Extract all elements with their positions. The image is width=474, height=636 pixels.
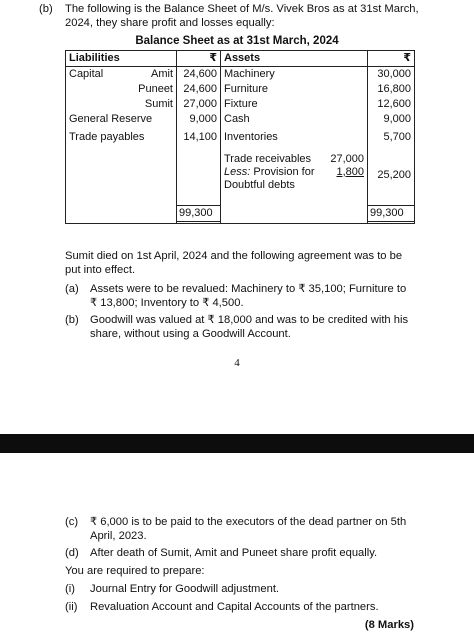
asset-amount: 30,000 [368, 66, 415, 81]
provision-amount: 1,800 [336, 165, 364, 178]
total-assets: 99,300 [368, 205, 414, 222]
capital-amount: 27,000 [177, 97, 221, 112]
page-number: 4 [234, 357, 240, 369]
condition-text: After death of Sumit, Amit and Puneet share profit equally. [90, 547, 378, 559]
capital-partner-name: Sumit [66, 97, 177, 112]
trade-payables-amount: 14,100 [177, 127, 221, 145]
task-label: (i) [65, 583, 75, 595]
table-row [66, 112, 415, 127]
rupee-header-assets: ₹ [368, 51, 415, 67]
trade-receivables-net: 25,200 [368, 145, 415, 193]
question-label: (b) [39, 3, 53, 15]
table-row [66, 66, 415, 81]
condition-label: (b) [65, 314, 79, 326]
asset-name: Cash [221, 112, 368, 127]
required-statement: You are required to prepare: [65, 565, 205, 577]
capital-partner-name: Amit [151, 67, 173, 80]
capital-amount: 24,600 [177, 82, 221, 97]
total-liabilities: 99,300 [177, 205, 220, 222]
page-two [0, 453, 474, 636]
table-header-row [66, 51, 415, 67]
trade-receivables-gross: 27,000 [330, 152, 364, 165]
totals-row [66, 193, 415, 223]
death-statement: Sumit died on 1st April, 2024 and the following agreement was to be put into effect. [65, 250, 403, 276]
table-row [66, 82, 415, 97]
assets-header: Assets [221, 51, 368, 67]
task-text: Revaluation Account and Capital Accounts of the partners. [90, 601, 379, 613]
asset-amount: 9,000 [368, 112, 415, 127]
trade-payables-label: Trade payables [66, 127, 177, 145]
condition-label: (a) [65, 283, 79, 295]
trade-receivables-label: Trade receivables [224, 152, 312, 165]
marks-label: (8 Marks) [364, 619, 414, 631]
balance-sheet-table [65, 50, 415, 224]
asset-amount: 5,700 [368, 127, 415, 145]
table-row [66, 145, 415, 193]
condition-text: Assets were to be revalued: Machinery to ₹ 35,100; Furniture to ₹ 13,800; Inventory to ₹ 4,500. [90, 283, 407, 309]
asset-name: Fixture [221, 97, 368, 112]
asset-name: Machinery [221, 66, 368, 81]
page-separator-band [0, 434, 474, 453]
capital-amount: 24,600 [177, 66, 221, 81]
capital-partner-name: Puneet [66, 82, 177, 97]
condition-text: Goodwill was valued at ₹ 18,000 and was to be credited with his share, without using a Goodwill Account. [90, 314, 409, 340]
condition-label: (d) [65, 547, 79, 559]
table-row [66, 97, 415, 112]
question-text: The following is the Balance Sheet of M/s. Vivek Bros as at 31st March, 2024, they share profit and losses equally: [65, 3, 419, 29]
balance-sheet-title: Balance Sheet as at 31st March, 2024 [135, 35, 339, 47]
provision-label: Provision for Doubtful debts [224, 165, 315, 191]
asset-name: Inventories [221, 127, 368, 145]
less-label: Less: [224, 165, 251, 178]
condition-label: (c) [65, 516, 79, 528]
liabilities-header: Liabilities [66, 51, 177, 67]
asset-amount: 16,800 [368, 82, 415, 97]
general-reserve-label: General Reserve [66, 112, 177, 127]
capital-label: Capital [69, 67, 104, 80]
rupee-header-liabilities: ₹ [177, 51, 221, 67]
table-row [66, 127, 415, 145]
asset-amount: 12,600 [368, 97, 415, 112]
asset-name: Furniture [221, 82, 368, 97]
condition-text: ₹ 6,000 is to be paid to the executors of the dead partner on 5th April, 2023. [90, 516, 407, 542]
task-label: (ii) [65, 601, 78, 613]
general-reserve-amount: 9,000 [177, 112, 221, 127]
task-text: Journal Entry for Goodwill adjustment. [90, 583, 280, 595]
